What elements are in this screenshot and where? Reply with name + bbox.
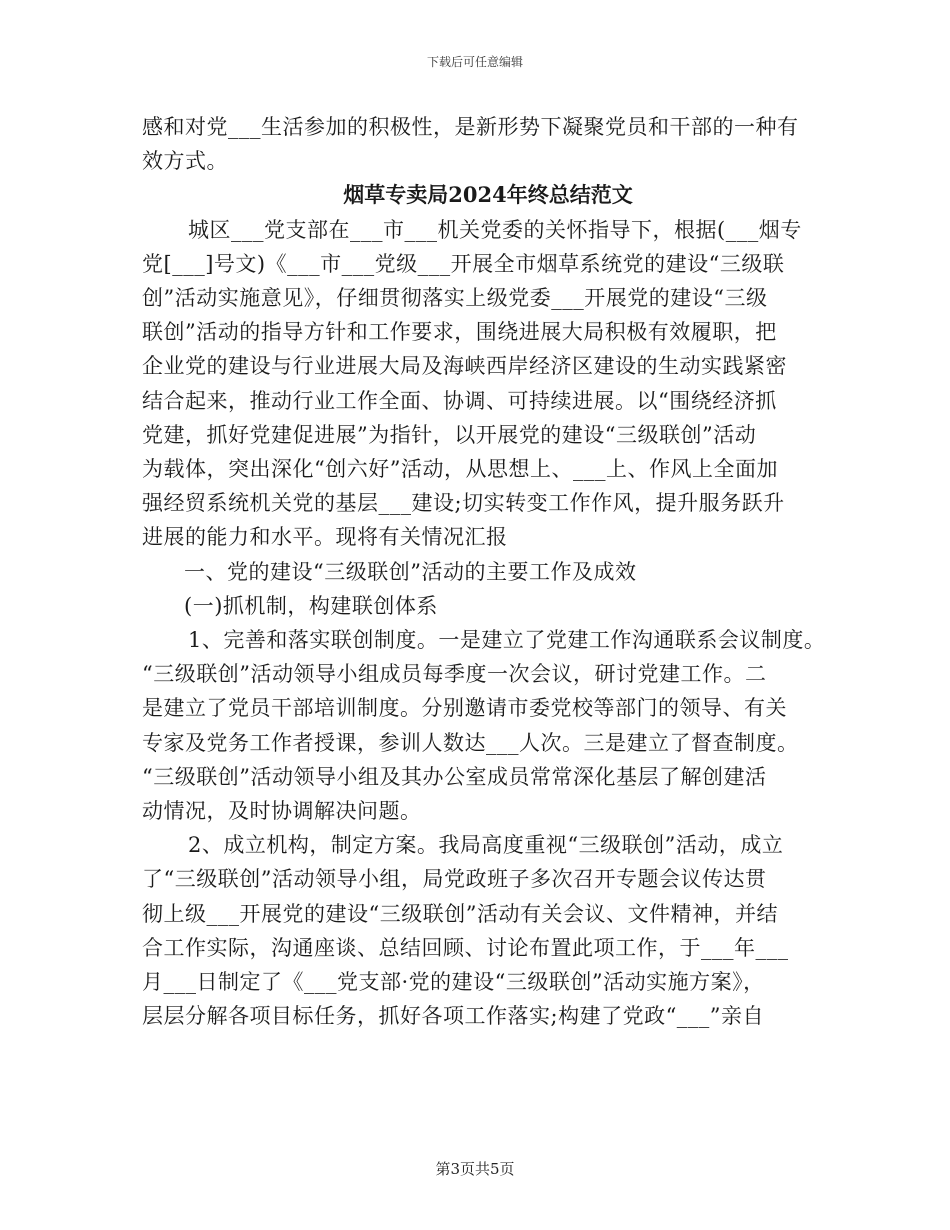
paragraph-line: 结合起来，推动行业工作全面、协调、可持续进展。以“围绕经济抓 bbox=[142, 388, 777, 413]
paragraph-line: 城区___党支部在___市___机关党委的关怀指导下，根据(___烟专 bbox=[188, 217, 802, 242]
paragraph-line: 合工作实际，沟通座谈、总结回顾、讨论布置此项工作，于___年___ bbox=[142, 935, 789, 960]
section-heading: 一、党的建设“三级联创”活动的主要工作及成效 bbox=[184, 559, 637, 584]
paragraph-line: 进展的能力和水平。现将有关情况汇报 bbox=[142, 525, 508, 550]
paragraph-line: 创”活动实施意见》，仔细贯彻落实上级党委___开展党的建设“三级 bbox=[142, 286, 768, 311]
document-title: 烟草专卖局2024年终总结范文 bbox=[343, 182, 633, 208]
paragraph-line: 2、成立机构，制定方案。我局高度重视“三级联创”活动，成立 bbox=[188, 833, 784, 858]
paragraph-line: 彻上级___开展党的建设“三级联创”活动有关会议、文件精神，并结 bbox=[142, 901, 778, 926]
page-number: 第3页共5页 bbox=[435, 1160, 515, 1178]
paragraph-line: 党建，抓好党建促进展”为指针，以开展党的建设“三级联创”活动 bbox=[142, 422, 757, 447]
subsection-heading: (一)抓机制，构建联创体系 bbox=[184, 593, 438, 618]
paragraph-line: 1、完善和落实联创制度。一是建立了党建工作沟通联系会议制度。 bbox=[188, 628, 826, 653]
paragraph-line: 强经贸系统机关党的基层___建设;切实转变工作作风，提升服务跃升 bbox=[142, 491, 785, 516]
header-note: 下载后可任意编辑 bbox=[426, 55, 523, 69]
paragraph-line: 党[___]号文)《___市___党级___开展全市烟草系统党的建设“三级联 bbox=[142, 251, 785, 276]
paragraph-line: “三级联创”活动领导小组及其办公室成员常常深化基层了解创建活 bbox=[142, 764, 767, 789]
paragraph-line: 感和对党___生活参加的积极性，是新形势下凝聚党员和干部的一种有 bbox=[142, 115, 799, 139]
paragraph-line: 层层分解各项目标任务，抓好各项工作落实;构建了党政“___”亲自 bbox=[142, 1004, 765, 1029]
paragraph-line: “三级联创”活动领导小组成员每季度一次会议，研讨党建工作。二 bbox=[142, 662, 767, 687]
paragraph-line: 企业党的建设与行业进展大局及海峡西岸经济区建设的生动实践紧密 bbox=[142, 354, 787, 379]
document-body bbox=[142, 110, 826, 1033]
paragraph-line: 了“三级联创”活动领导小组，局党政班子多次召开专题会议传达贯 bbox=[142, 867, 767, 892]
paragraph-line: 动情况，及时协调解决问题。 bbox=[142, 799, 422, 824]
paragraph-line: 为载体，突出深化“创六好”活动，从思想上、___上、作风上全面加 bbox=[142, 457, 778, 482]
paragraph-line: 专家及党务工作者授课，参训人数达___人次。三是建立了督查制度。 bbox=[142, 730, 799, 755]
paragraph-line: 月___日制定了《___党支部·党的建设“三级联创”活动实施方案》， bbox=[142, 970, 765, 995]
paragraph-line: 效方式。 bbox=[142, 149, 228, 174]
paragraph-line: 是建立了党员干部培训制度。分别邀请市委党校等部门的领导、有关 bbox=[142, 696, 787, 721]
paragraph-line: 联创”活动的指导方针和工作要求，围绕进展大局积极有效履职，把 bbox=[142, 320, 777, 345]
